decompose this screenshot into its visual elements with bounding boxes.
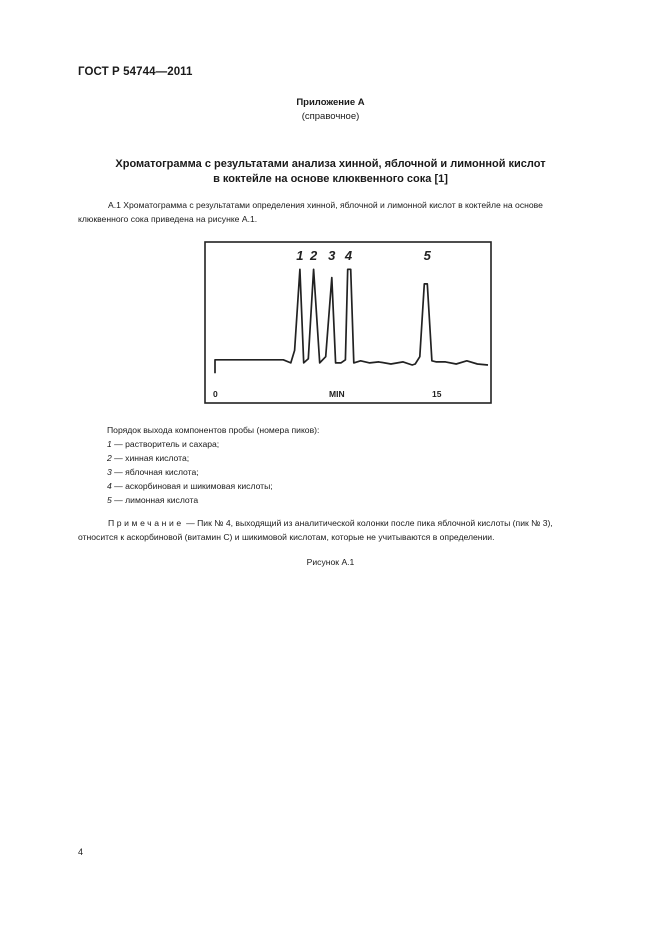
note-line2: относится к аскорбиновой (витамин С) и шикимовой кислотам, которые не учитываются в определении. — [78, 532, 495, 542]
figure-caption: Рисунок А.1 — [306, 557, 355, 567]
x-axis-label: MIN — [329, 389, 345, 399]
section-title-line2: в коктейле на основе клюквенного сока [1] — [213, 173, 448, 185]
legend-item-number: 4 — [107, 481, 112, 491]
chromatogram-signal-line — [215, 269, 488, 373]
intro-paragraph — [78, 198, 618, 226]
legend-item-number: 5 — [107, 495, 112, 505]
peak-label-5: 5 — [423, 248, 431, 263]
peak-order-legend — [107, 423, 319, 507]
annex-subtitle: (справочное) — [301, 111, 360, 122]
legend-item-text: — яблочная кислота; — [111, 467, 199, 477]
legend-item — [107, 479, 319, 493]
legend-item-text: — аскорбиновая и шикимовая кислоты; — [111, 481, 273, 491]
chromatogram-chart — [204, 241, 492, 404]
page-number: 4 — [78, 847, 84, 857]
annex-title: Приложение А — [296, 97, 365, 108]
peak-label-3: 3 — [328, 248, 336, 263]
peak-label-1: 1 — [296, 248, 304, 263]
x-tick-label-0: 0 — [213, 389, 218, 399]
legend-item-text: — растворитель и сахара; — [111, 439, 220, 449]
standard-header: ГОСТ Р 54744—2011 — [78, 66, 193, 78]
x-tick-label-15: 15 — [432, 389, 442, 399]
note-line1 — [78, 516, 623, 530]
intro-line1: А.1 Хроматограмма с результатами определения хинной, яблочной и лимонной кислот в коктейле на основе — [108, 200, 543, 210]
legend-item — [107, 465, 319, 479]
legend-heading: Порядок выхода компонентов пробы (номера пиков): — [107, 425, 320, 435]
legend-item — [107, 493, 319, 507]
note-label: Примечание — [108, 518, 184, 528]
note-paragraph — [78, 516, 623, 544]
legend-item-number: 1 — [107, 439, 112, 449]
legend-item-text: — хинная кислота; — [111, 453, 190, 463]
legend-item-text: — лимонная кислота — [111, 495, 199, 505]
legend-item-number: 3 — [107, 467, 112, 477]
chart-frame — [205, 242, 491, 403]
legend-item — [107, 451, 319, 465]
peak-label-4: 4 — [344, 248, 353, 263]
note-line1-text: — Пик № 4, выходящий из аналитической колонки после пика яблочной кислоты (пик № 3), — [183, 518, 553, 528]
legend-item-number: 2 — [107, 453, 112, 463]
section-title-line1: Хроматограмма с результатами анализа хинной, яблочной и лимонной кислот — [115, 158, 546, 170]
legend-item — [107, 437, 319, 451]
intro-line2: клюквенного сока приведена на рисунке А.1. — [78, 214, 258, 224]
peak-label-2: 2 — [309, 248, 318, 263]
